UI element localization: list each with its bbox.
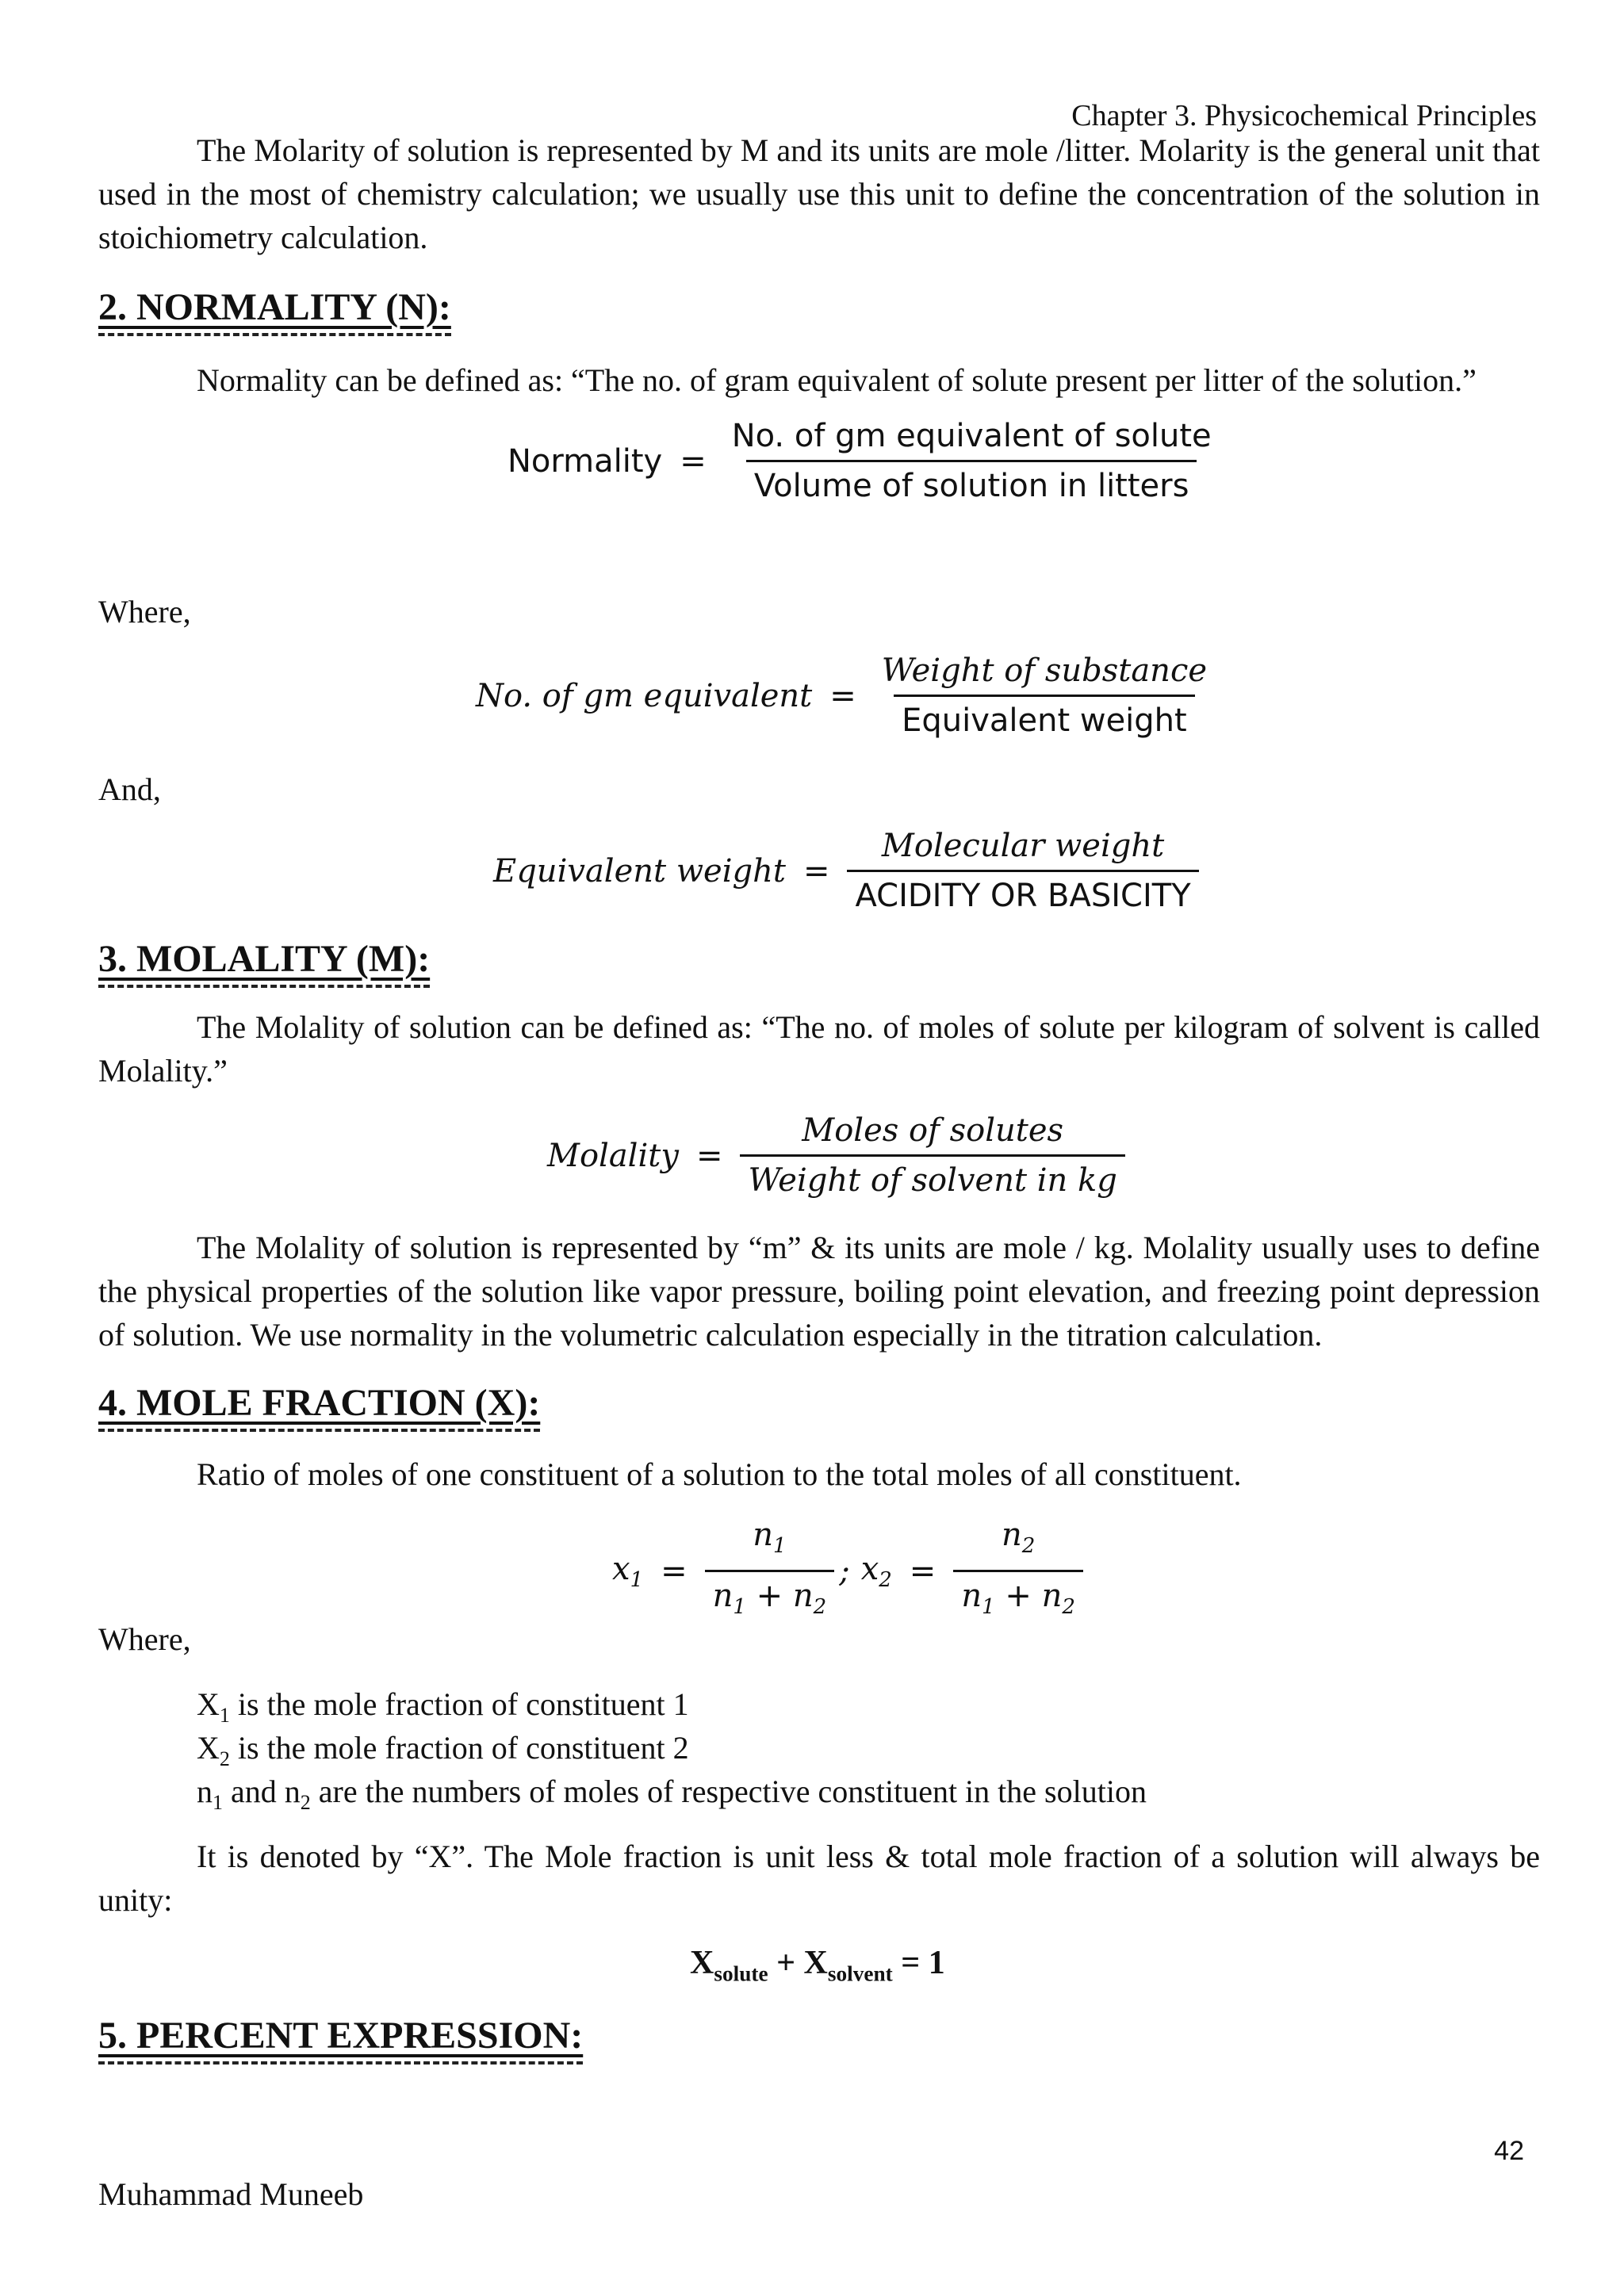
fraction-denominator: $n_1 + n_2$ bbox=[705, 1570, 835, 1626]
equals-sign: = bbox=[829, 677, 856, 714]
equals-sign: = bbox=[695, 1137, 723, 1174]
mole-fraction-formula bbox=[612, 1516, 1083, 1626]
x1-symbol: $x_1$ bbox=[612, 1550, 644, 1592]
page-number: 42 bbox=[1494, 2136, 1524, 2166]
fraction-numerator: Weight of substance bbox=[881, 652, 1208, 689]
where-label: Where, bbox=[98, 1621, 191, 1657]
fraction-numerator: Moles of solutes bbox=[802, 1112, 1064, 1149]
normality-heading-text: 2. NORMALITY (N): bbox=[98, 286, 451, 328]
separator: ; bbox=[839, 1552, 850, 1590]
molality-heading-text: 3. MOLALITY (M): bbox=[98, 938, 431, 980]
unity-paragraph: It is denoted by “X”. The Mole fraction is unit less & total mole fraction of a solution will always be unity: bbox=[98, 1839, 1540, 1918]
formula-lhs: Normality bbox=[508, 442, 663, 480]
fraction-1 bbox=[705, 1516, 835, 1626]
fraction-2 bbox=[953, 1516, 1083, 1626]
equals-sign: = bbox=[802, 852, 830, 890]
fraction-denominator: Volume of solution in litters bbox=[746, 460, 1197, 505]
fraction-numerator: $n_1$ bbox=[753, 1517, 787, 1558]
normality-definition: Normality can be defined as: “The no. of gram equivalent of solute present per litter of the solution.” bbox=[197, 362, 1477, 398]
equals-sign: = bbox=[661, 1552, 688, 1590]
formula-lhs: Equivalent weight bbox=[493, 852, 786, 890]
normality-heading bbox=[98, 284, 451, 331]
mole-fraction-heading bbox=[98, 1380, 540, 1427]
molality-heading bbox=[98, 936, 430, 983]
fraction bbox=[724, 417, 1220, 505]
fraction-numerator: Molecular weight bbox=[881, 828, 1165, 864]
where-label: Where, bbox=[98, 594, 191, 629]
percent-heading bbox=[98, 2012, 583, 2060]
definition-item: $n_1$ and $n_2$ are the numbers of moles of respective constituent in the solution bbox=[197, 1774, 1147, 1814]
fraction-denominator: Weight of solvent in kg bbox=[740, 1154, 1124, 1200]
molality-description: The Molality of solution is represented by “m” & its units are mole / kg. Molality usually uses to define the physical properties of the solution like vapor pressure, boiling point elevation, and freezing point depression of solution. We use normality in the volumetric calculation especially in the titration calculation. bbox=[98, 1230, 1540, 1353]
fraction-denominator: Equivalent weight bbox=[894, 695, 1195, 740]
x2-symbol: $x_2$ bbox=[860, 1550, 892, 1592]
mole-fraction-heading-text: 4. MOLE FRACTION (X): bbox=[98, 1382, 541, 1424]
fraction-denominator: $n_1 + n_2$ bbox=[953, 1570, 1083, 1626]
mole-fraction-sum: $X_{solute} + X_{solvent} = 1$ bbox=[690, 1945, 945, 1986]
equals-sign: = bbox=[680, 442, 707, 480]
fraction-denominator: ACIDITY OR BASICITY bbox=[847, 870, 1198, 915]
fraction bbox=[847, 827, 1198, 915]
molarity-paragraph: The Molarity of solution is represented by M and its units are mole /litter. Molarity is the general unit that used in the most of chemistry calculation; we usually use this unit to define the concentration of the solution in stoichiometry calculation. bbox=[98, 132, 1540, 255]
formula-lhs: Molality bbox=[547, 1137, 679, 1174]
fraction-numerator: $n_2$ bbox=[1001, 1517, 1036, 1558]
definition-item: $X_1$ is the mole fraction of constituent 1 bbox=[197, 1686, 689, 1727]
fraction bbox=[874, 652, 1215, 740]
chapter-header: Chapter 3. Physicochemical Principles bbox=[1071, 99, 1537, 132]
formula-lhs: No. of gm equivalent bbox=[476, 677, 813, 714]
author-footer: Muhammad Muneeb bbox=[98, 2176, 364, 2212]
gm-equivalent-formula bbox=[476, 652, 1215, 740]
percent-heading-text: 5. PERCENT EXPRESSION: bbox=[98, 2015, 584, 2057]
and-label: And, bbox=[98, 771, 161, 807]
equals-sign: = bbox=[909, 1552, 936, 1590]
molality-definition: The Molality of solution can be defined as: “The no. of moles of solute per kilogram of solvent is called Molality.” bbox=[98, 1009, 1540, 1089]
normality-formula bbox=[508, 417, 1220, 505]
mole-fraction-definition: Ratio of moles of one constituent of a solution to the total moles of all constituent. bbox=[197, 1456, 1242, 1492]
definition-item: $X_2$ is the mole fraction of constituent 2 bbox=[197, 1730, 689, 1770]
molality-formula bbox=[547, 1112, 1125, 1200]
equivalent-weight-formula bbox=[493, 827, 1199, 915]
fraction bbox=[740, 1112, 1124, 1200]
fraction-numerator: No. of gm equivalent of solute bbox=[731, 418, 1212, 454]
